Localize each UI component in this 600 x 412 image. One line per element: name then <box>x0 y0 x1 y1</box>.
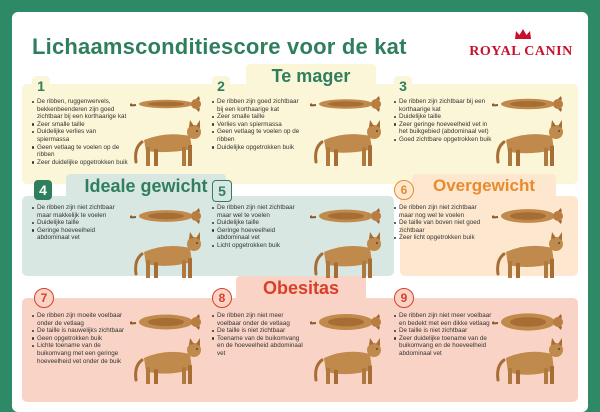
cat-top-view-2 <box>310 92 390 116</box>
poster <box>12 12 588 412</box>
cat-side-view-3 <box>494 118 570 170</box>
list-item: De ribben, ruggenwervels, bekkenbeenderen zijn goed zichtbaar bij een korthaarige kat <box>32 98 128 121</box>
cat-side-view-9 <box>494 336 570 388</box>
list-item: Licht opgetrokken buik <box>212 242 304 250</box>
list-item: Lichte toename van de buikomvang met een geringe hoeveelheid vet onder de buik <box>32 342 128 365</box>
list-item: Geen opgetrokken buik <box>32 335 128 343</box>
score-number-3: 3 <box>394 76 412 96</box>
section-label-thin: Te mager <box>246 64 376 89</box>
list-item: De ribben zijn niet meer voelbaar onder de vetlaag <box>212 312 306 327</box>
score-9-description <box>394 312 494 358</box>
cat-side-view-8 <box>312 336 388 388</box>
list-item: Duidelijke verlies van spiermassa <box>32 128 128 143</box>
list-item: De ribben zijn niet zichtbaar maar nog wel te voelen <box>394 204 488 219</box>
cat-side-view-4 <box>132 230 208 282</box>
list-item: Geringe hoeveelheid abdominaal vet <box>212 227 304 242</box>
cat-side-view-2 <box>312 118 388 170</box>
score-1-description <box>32 98 128 166</box>
list-item: Zeer duidelijke opgetrokken buik <box>32 159 128 167</box>
cat-top-view-5 <box>310 204 390 228</box>
crown-icon <box>514 28 532 40</box>
score-6-description <box>394 204 488 242</box>
cat-top-view-7 <box>130 310 210 334</box>
list-item: De ribben zijn zichtbaar bij een korthaarige kat <box>394 98 494 113</box>
list-item: Geen vetlaag te voelen op de ribben <box>212 128 304 143</box>
cat-side-view-6 <box>494 230 570 282</box>
list-item: Geen vetlaag te voelen op de ribben <box>32 144 128 159</box>
list-item: De ribben zijn niet meer voelbaar en bedekt met een dikke vetlaag <box>394 312 494 327</box>
score-8-description <box>212 312 306 358</box>
score-number-8: 8 <box>212 288 232 308</box>
list-item: Goed zichtbare opgetrokken buik <box>394 136 494 144</box>
list-item: Duidelijke taille <box>394 113 494 121</box>
score-number-6: 6 <box>394 180 414 200</box>
cat-side-view-1 <box>132 118 208 170</box>
section-label-over: Overgewicht <box>412 174 556 198</box>
score-5-description <box>212 204 304 250</box>
list-item: Geringe hoeveelheid abdominaal vet <box>32 227 128 242</box>
brand-name: ROYAL CANIN <box>469 44 573 59</box>
cat-top-view-3 <box>492 92 572 116</box>
list-item: De taille van boven niet goed zichtbaar <box>394 219 488 234</box>
score-7-description <box>32 312 128 365</box>
score-4-description <box>32 204 128 242</box>
list-item: Duidelijke taille <box>32 219 128 227</box>
list-item: De taille is niet zichtbaar <box>212 327 306 335</box>
list-item: De ribben zijn moeite voelbaar onder de vetlaag <box>32 312 128 327</box>
cat-top-view-1 <box>130 92 210 116</box>
list-item: Zeer licht opgetrokken buik <box>394 234 488 242</box>
score-number-1: 1 <box>32 76 50 96</box>
score-number-2: 2 <box>212 76 230 96</box>
score-number-4: 4 <box>34 180 52 200</box>
list-item: De taille is nauwelijks zichtbaar <box>32 327 128 335</box>
list-item: Zeer smalle taille <box>32 121 128 129</box>
list-item: De ribben zijn goed zichtbaar bij een korthaarige kat <box>212 98 304 113</box>
score-number-9: 9 <box>394 288 414 308</box>
list-item: De ribben zijn niet zichtbaar maar wel te voelen <box>212 204 304 219</box>
list-item: De ribben zijn niet zichtbaar maar makkelijk te voelen <box>32 204 128 219</box>
cat-top-view-4 <box>130 204 210 228</box>
page-title: Lichaamsconditiescore voor de kat <box>32 34 407 59</box>
section-label-obese: Obesitas <box>236 276 366 301</box>
list-item: Duidelijke taille <box>212 219 304 227</box>
score-number-5: 5 <box>212 180 232 202</box>
score-number-7: 7 <box>34 288 54 308</box>
section-label-ideal: Ideale gewicht <box>66 174 226 199</box>
cat-top-view-6 <box>492 204 572 228</box>
cat-side-view-5 <box>312 230 388 282</box>
cat-top-view-9 <box>492 310 572 334</box>
brand-logo <box>466 28 576 64</box>
score-3-description <box>394 98 494 144</box>
score-2-description <box>212 98 304 151</box>
cat-side-view-7 <box>132 336 208 388</box>
list-item: Verlies van spiermassa <box>212 121 304 129</box>
cat-top-view-8 <box>310 310 390 334</box>
list-item: De taille is niet zichtbaar <box>394 327 494 335</box>
list-item: Toename van de buikomvang en de hoeveelheid abdominaal vet <box>212 335 306 358</box>
list-item: Zeer smalle taille <box>212 113 304 121</box>
list-item: Zeer geringe hoeveelheid vet in het buikgebied (abdominaal vet) <box>394 121 494 136</box>
list-item: Zeer duidelijke toename van de buikomvang en de hoeveelheid abdominaal vet <box>394 335 494 358</box>
list-item: Duidelijke opgetrokken buik <box>212 144 304 152</box>
